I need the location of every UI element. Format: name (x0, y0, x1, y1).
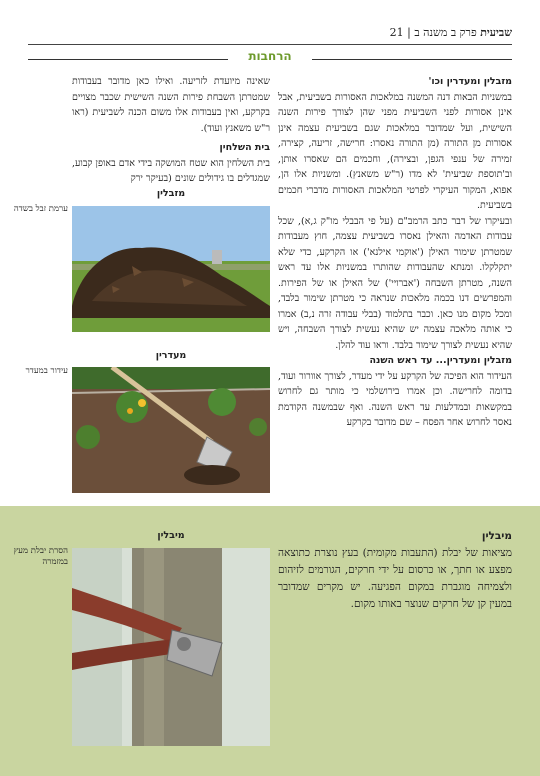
box-text (278, 528, 512, 613)
header-rule (28, 44, 512, 45)
paragraph: ובעיקרו של דבר כתב הרמב"ם (על פי הבבלי מו"ק ג,א), שכל עבודות האדמה והאילן נאסרו בשביעית עצמה, חוץ מעבודות שמטרתן שימור האילן ('אוקמי אילנא') או הקרקע, כדי שלא יתקלקלו. ומנתא שהעבודות שהותרו במשניות אלו עד ראש השנה, מטרתן השבחה ('אברויי') של האילן או של הפירות. והמפרשים דנו בכמה מלאכות שנראה כי מטרתן שימור בלבד, ומכל מקום מנו כאן. וכבר בתלמוד (בבלי עבודה זרה נ,ב) אמרו כי אותה מלאכה עצמה יש שהיא נעשית לצורך השבחה, ויש שהיא נעשית לצורך שימור בלבד. וראו עוד להלן. (278, 215, 512, 351)
photo-caption-manure: מזבלין (156, 188, 186, 199)
paragraph: בית השלחין הוא שטח המושקה בידי אדם באופן קבוע, שמגדלים בו גידולים שונים (בעיקר ירק (72, 157, 270, 184)
left-column (72, 74, 270, 187)
subheading: מזבלין ומעדרין וכו' (428, 76, 512, 87)
box-heading: מיבלין (481, 530, 512, 542)
subheading: מזבלין ומעדרין... עד ראש השנה (369, 355, 512, 366)
manure-photo (72, 206, 270, 332)
running-header (28, 26, 512, 42)
section-title: הרחבות (248, 49, 292, 63)
banner-rule-left (28, 59, 228, 60)
book-title: שביעית (480, 26, 512, 39)
prune-photo (72, 548, 270, 746)
chapter-ref: פרק ב משנה ב (414, 26, 477, 39)
header-separator: | (407, 26, 411, 39)
photo-side-caption-prune: הסרת יבלת מעץ במזמרה (13, 546, 68, 567)
photo-caption-prune: מיבלין (157, 530, 185, 541)
page-header-text (390, 26, 512, 39)
page-number: 21 (389, 26, 404, 39)
photo-side-caption-manure: ערמת זבל בשדה (13, 204, 68, 214)
paragraph: העידור הוא הפיכה של הקרקע על ידי מעדר, לצורך אוורור ועוד, בדומה לחרישה. וכן אמרו בירושלמי כי מותר גם לחרוש במקשאות ובמדלעות עד ראש השנה. ואף שבמשנה הקודמת נאסר לחרוש אחר הפסח – שם מדובר בקרקע (278, 370, 512, 428)
subheading: בית השלחין (219, 142, 270, 153)
paragraph: שאינה מיועדת לזריעה. ואילו כאן מדובר בעבודות שמטרתן השבחת פירות השנה השישית שכבר מצויים בקרקע, ואין בעבודות אלו משום הכנה לשביעית (ראו ר"ש משאנץ ועוד). (72, 76, 270, 134)
section-banner (28, 49, 512, 66)
hoe-photo (72, 367, 270, 493)
photo-side-caption-hoe: עידור במעדר (25, 366, 68, 376)
paragraph: במשניות הבאות דנה המשנה במלאכות האסורות בשביעית, אבל אינן אסורות לפני השביעית מפני שהן לצורך פירות השנה השישית, ועל שמדובר במלאכות שגם בשביעית עצמה אינן אסורות מן התורה (מן התורה נאסרו: חרישה, זריעה, קצירה, זמירה של ענפי הגפן, ובצירה), וחכמים הם שאסרו אותן, וב'תוספת שביעית' לא מדו (ר"ש משאנץ). ומשניות אלו הן, אפוא, המקור העיקרי לפרטי המלאכות האסורות מדברי חכמים בשביעית. (278, 91, 512, 211)
box-paragraph: מציאות של יבלת (התעבות מקומית) בעץ נוצרת כתוצאה מפצע או חתך, או כרסום על ידי חרקים, הגורמים לזיהום ולצמיחה מוגברת במקום הפגיעה. יש מקרים שמדובר במעין קן של חרקים שנוצר באותו מקום. (278, 547, 512, 610)
photo-caption-hoe: מעדרין (155, 350, 187, 361)
right-column (278, 74, 512, 431)
